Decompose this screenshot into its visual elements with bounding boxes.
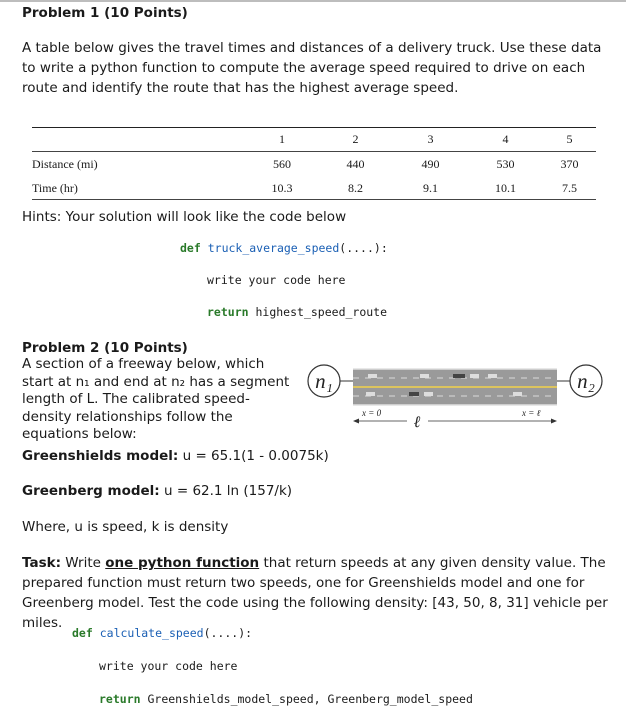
arrow-left-icon [353, 419, 359, 424]
problem2-text: A section of a freeway below, which start at n₁ and end at n₂ has a segment length of L. The calibrated speed-density relationships follow the equations below: [22, 356, 290, 442]
table-cell: 530 [496, 156, 515, 171]
table-header: 5 [566, 131, 573, 146]
code-keyword: return [99, 692, 141, 706]
code-function-name: calculate_speed [99, 626, 204, 640]
travel-table [32, 127, 596, 200]
code-keyword: return [207, 305, 249, 319]
row-label: Time (hr) [32, 180, 78, 195]
vehicle-icon [453, 374, 465, 378]
hint-text: Hints: Your solution will look like the code below [22, 209, 347, 225]
freeway-diagram [300, 355, 610, 435]
greenberg-label: Greenberg model: [22, 483, 160, 499]
code-block-1 [178, 234, 438, 328]
code-keyword: def [72, 626, 93, 640]
problem1-text: A table below gives the travel times and distances of a delivery truck. Use these data to write a python function to compute the average speed required to drive on each route and identify the route that has the highest average speed. [22, 40, 602, 96]
code-return-value: Greenshields_model_speed, Greenberg_model_speed [147, 692, 473, 706]
x-start-label: x = 0 [362, 408, 382, 418]
code-return-value: highest_speed_route [255, 305, 388, 319]
greenshields-formula: u = 65.1(1 - 0.0075k) [182, 448, 329, 464]
task-pre: Write [65, 555, 101, 571]
table-header: 4 [502, 131, 509, 146]
code-body: write your code here [99, 659, 238, 673]
table-header: 3 [427, 131, 434, 146]
code-def-line [180, 241, 388, 255]
task-label: Task: [22, 555, 61, 571]
greenberg-equation [22, 481, 292, 501]
vehicle-icon [424, 392, 433, 396]
task-emphasis: one python function [105, 555, 260, 571]
code-block-2 [70, 620, 490, 712]
node-start-label: n₁ [315, 369, 333, 393]
row-label: Distance (mi) [32, 156, 98, 171]
table-cell: 10.1 [495, 180, 516, 195]
table-cell: 7.5 [562, 180, 577, 195]
table-row [32, 152, 596, 177]
table-header: 1 [279, 131, 285, 146]
greenshields-label: Greenshields model: [22, 448, 179, 464]
greenberg-formula: u = 62.1 ln (157/k) [164, 483, 293, 499]
code-args: (....): [203, 626, 253, 640]
table-cell: 8.2 [348, 180, 363, 195]
table-cell: 10.3 [271, 180, 293, 195]
vehicle-icon [470, 374, 479, 378]
length-label: ℓ [413, 414, 421, 431]
greenshields-equation [22, 446, 329, 466]
vehicle-icon [488, 374, 497, 378]
vehicle-icon [409, 392, 419, 396]
code-return-line [207, 305, 387, 319]
vehicle-icon [420, 374, 429, 378]
problem1-title: Problem 1 (10 Points) [22, 5, 188, 21]
table-cell: 560 [273, 156, 291, 171]
table-bottom-rule [32, 199, 596, 200]
arrow-right-icon [551, 419, 557, 424]
code-args: (....): [339, 241, 388, 255]
table-cell: 490 [421, 156, 440, 171]
vehicle-icon [513, 392, 522, 396]
table-header: 2 [352, 131, 359, 146]
problem2-title: Problem 2 (10 Points) [22, 340, 188, 356]
code-def-line [72, 626, 252, 640]
node-end-label: n₂ [577, 369, 595, 393]
table-cell: 9.1 [423, 180, 438, 195]
code-function-name: truck_average_speed [207, 241, 340, 255]
table-cell: 370 [560, 156, 579, 171]
code-body: write your code here [207, 273, 346, 287]
vehicle-icon [366, 392, 375, 396]
task-body: that return speeds at any given density value. The prepared function must return two speeds, one for Greenshields model and one for Greenberg model. Test the code using the following density: [43, 50, 8, 31] vehicle per miles. [22, 555, 608, 631]
top-divider [0, 0, 626, 2]
table-row [32, 176, 596, 200]
code-return-line [99, 692, 473, 706]
code-keyword: def [180, 241, 201, 255]
vehicle-icon [368, 374, 377, 378]
x-end-label: x = ℓ [522, 408, 541, 418]
where-text: Where, u is speed, k is density [22, 519, 229, 535]
table-cell: 440 [346, 156, 365, 171]
